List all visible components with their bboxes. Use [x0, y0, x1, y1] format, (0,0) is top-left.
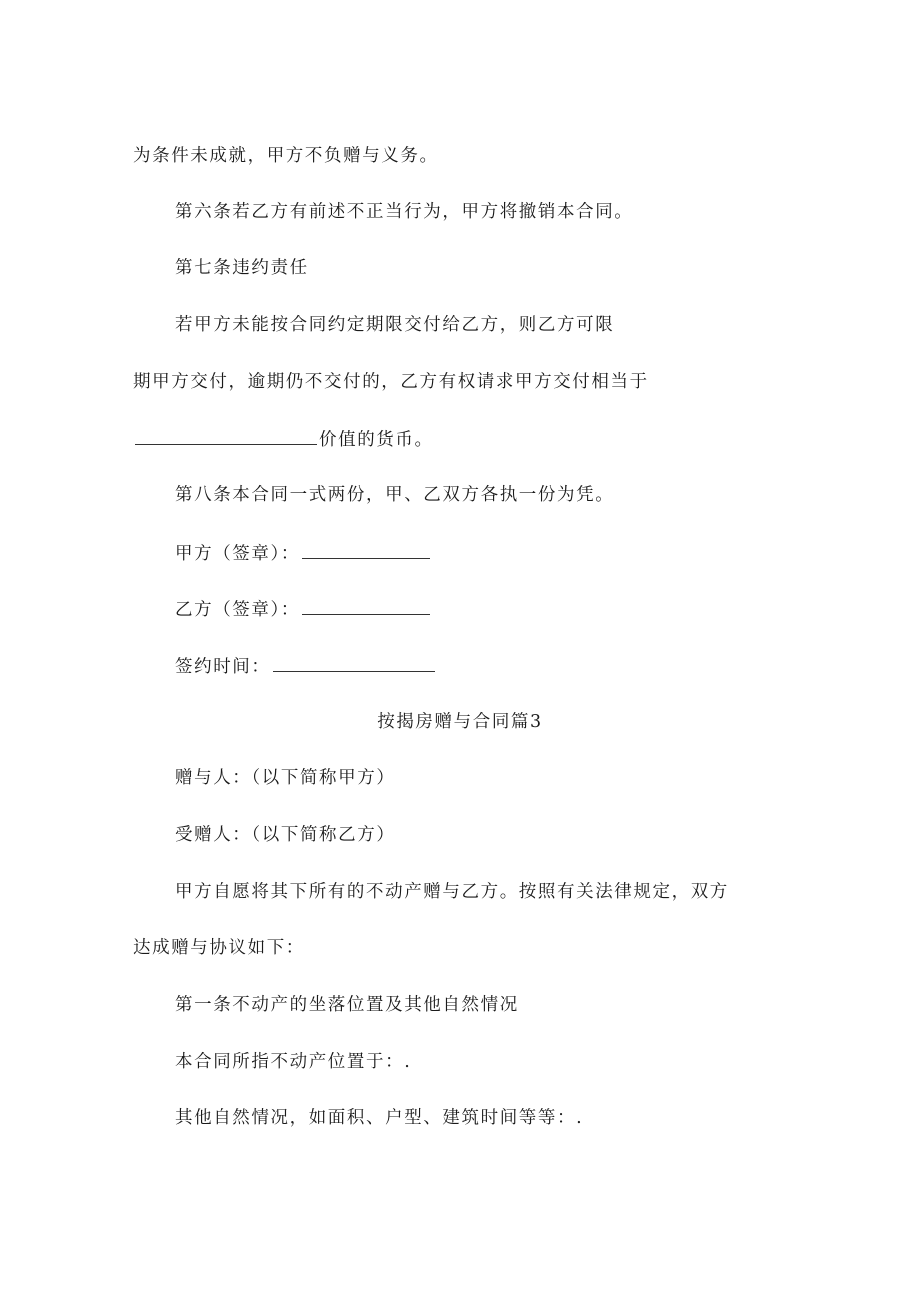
paragraph-line: [133, 426, 434, 452]
paragraph-text: 价值的货币。: [319, 430, 434, 450]
blank-underline: [135, 426, 317, 445]
paragraph-line: 为条件未成就，甲方不负赠与义务。: [133, 146, 439, 166]
signing-date-line: [175, 653, 437, 679]
paragraph-line: 受赠人：（以下简称乙方）: [175, 825, 396, 845]
blank-underline: [302, 596, 430, 615]
date-label: 签约时间：: [175, 657, 271, 677]
signature-line-party-b: [175, 596, 432, 622]
paragraph-line: 期甲方交付，逾期仍不交付的，乙方有权请求甲方交付相当于: [133, 372, 649, 392]
signature-line-party-a: [175, 540, 432, 566]
paragraph-line: 第六条若乙方有前述不正当行为，甲方将撤销本合同。: [175, 202, 634, 222]
paragraph-line: 第八条本合同一式两份，甲、乙双方各执一份为凭。: [175, 485, 615, 505]
blank-underline: [302, 540, 430, 559]
paragraph-line: 甲方自愿将其下所有的不动产赠与乙方。按照有关法律规定，双方: [175, 882, 729, 902]
section-title: 按揭房赠与合同篇3: [377, 712, 543, 732]
section-heading: 第一条不动产的坐落位置及其他自然情况: [175, 995, 519, 1015]
blank-underline: [273, 653, 435, 672]
paragraph-line: 本合同所指不动产位置于：.: [175, 1052, 412, 1072]
paragraph-line: 其他自然情况，如面积、户型、建筑时间等等：.: [175, 1108, 584, 1128]
signature-label: 乙方（签章）：: [175, 600, 300, 620]
section-heading: 第七条违约责任: [175, 258, 309, 278]
paragraph-line: 若甲方未能按合同约定期限交付给乙方，则乙方可限: [175, 315, 615, 335]
paragraph-line: 达成赠与协议如下：: [133, 938, 305, 958]
signature-label: 甲方（签章）：: [175, 544, 300, 564]
paragraph-line: 赠与人：（以下简称甲方）: [175, 768, 396, 788]
